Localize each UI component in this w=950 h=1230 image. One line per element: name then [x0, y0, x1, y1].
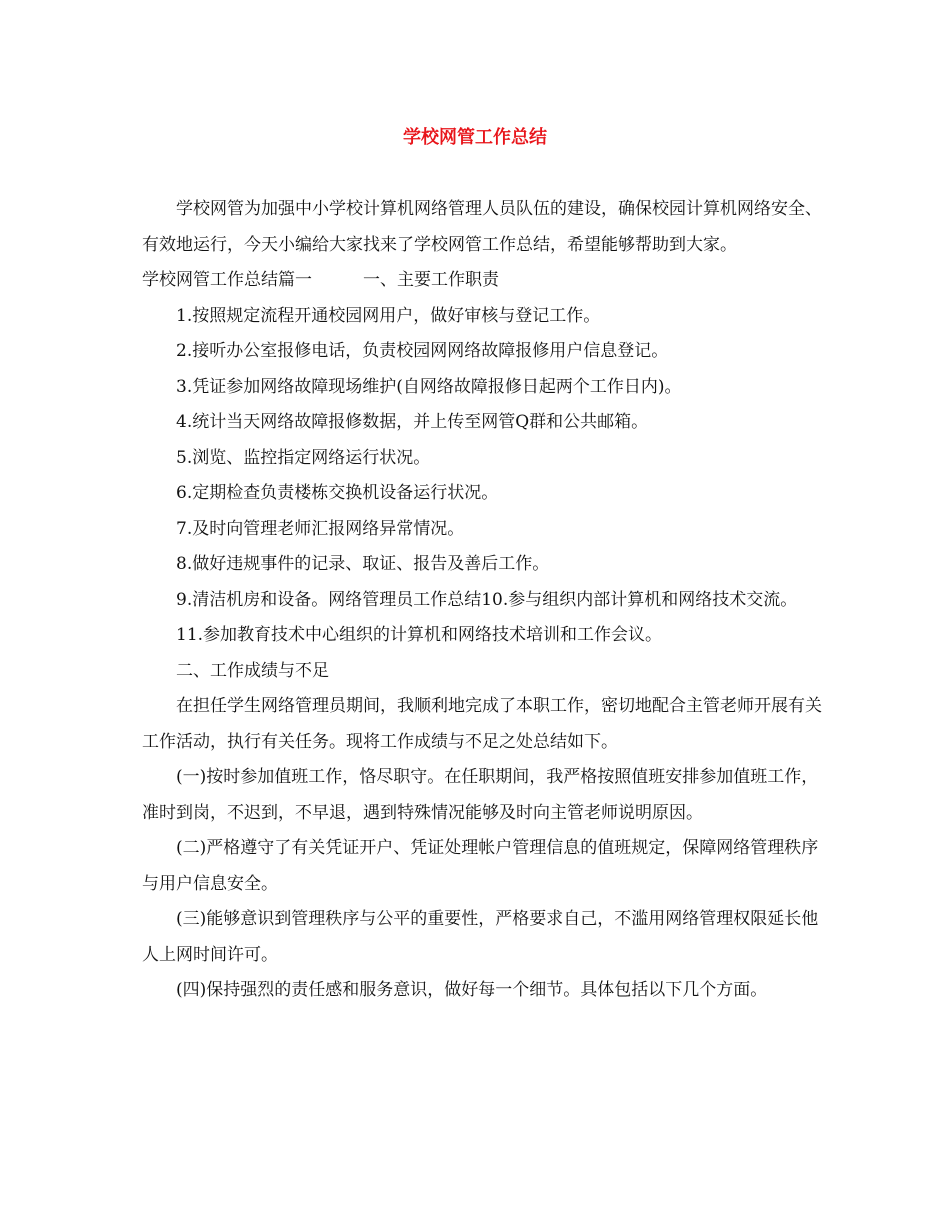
paragraph: 学校网管为加强中小学校计算机网络管理人员队伍的建设，确保校园计算机网络安全、有效地运行，今天小编给大家找来了学校网管工作总结，希望能够帮助到大家。 — [142, 199, 822, 255]
paragraph: 5.浏览、监控指定网络运行状况。 — [176, 447, 431, 468]
paragraph: (三)能够意识到管理秩序与公平的重要性，严格要求自己，不滥用网络管理权限延长他人上网时间许可。 — [142, 909, 819, 965]
paragraph: 2.接听办公室报修电话，负责校园网网络故障报修用户信息登记。 — [176, 341, 669, 361]
paragraph: 4.统计当天网络故障报修数据，并上传至网管Q群和公共邮箱。 — [176, 412, 649, 432]
paragraph: 6.定期检查负责楼栋交换机设备运行状况。 — [176, 483, 499, 503]
paragraph: (四)保持强烈的责任感和服务意识，做好每一个细节。具体包括以下几个方面。 — [176, 980, 768, 1000]
paragraph: 3.凭证参加网络故障现场维护(自网络故障报修日起两个工作日内)。 — [176, 376, 682, 397]
paragraph: (二)严格遵守了有关凭证开户、凭证处理帐户管理信息的值班规定，保障网络管理秩序与用户信息安全。 — [142, 838, 819, 894]
paragraph: 二、工作成绩与不足 — [176, 660, 329, 681]
paragraph: 8.做好违规事件的记录、取证、报告及善后工作。 — [176, 554, 550, 574]
paragraph: 11.参加教育技术中心组织的计算机和网络技术培训和工作会议。 — [176, 625, 663, 645]
document-body — [142, 192, 822, 1009]
paragraph: 学校网管工作总结篇一 一、主要工作职责 — [142, 270, 499, 290]
paragraph: 1.按照规定流程开通校园网用户，做好审核与登记工作。 — [176, 305, 601, 326]
document-title: 学校网管工作总结 — [403, 127, 547, 148]
paragraph: 在担任学生网络管理员期间，我顺利地完成了本职工作，密切地配合主管老师开展有关工作活动，执行有关任务。现将工作成绩与不足之处总结如下。 — [142, 696, 822, 752]
paragraph: 9.清洁机房和设备。网络管理员工作总结10.参与组织内部计算机和网络技术交流。 — [176, 589, 798, 610]
paragraph: 7.及时向管理老师汇报网络异常情况。 — [176, 518, 465, 539]
paragraph: (一)按时参加值班工作，恪尽职守。在任职期间，我严格按照值班安排参加值班工作，准时到岗，不迟到，不早退，遇到特殊情况能够及时向主管老师说明原因。 — [142, 767, 819, 823]
